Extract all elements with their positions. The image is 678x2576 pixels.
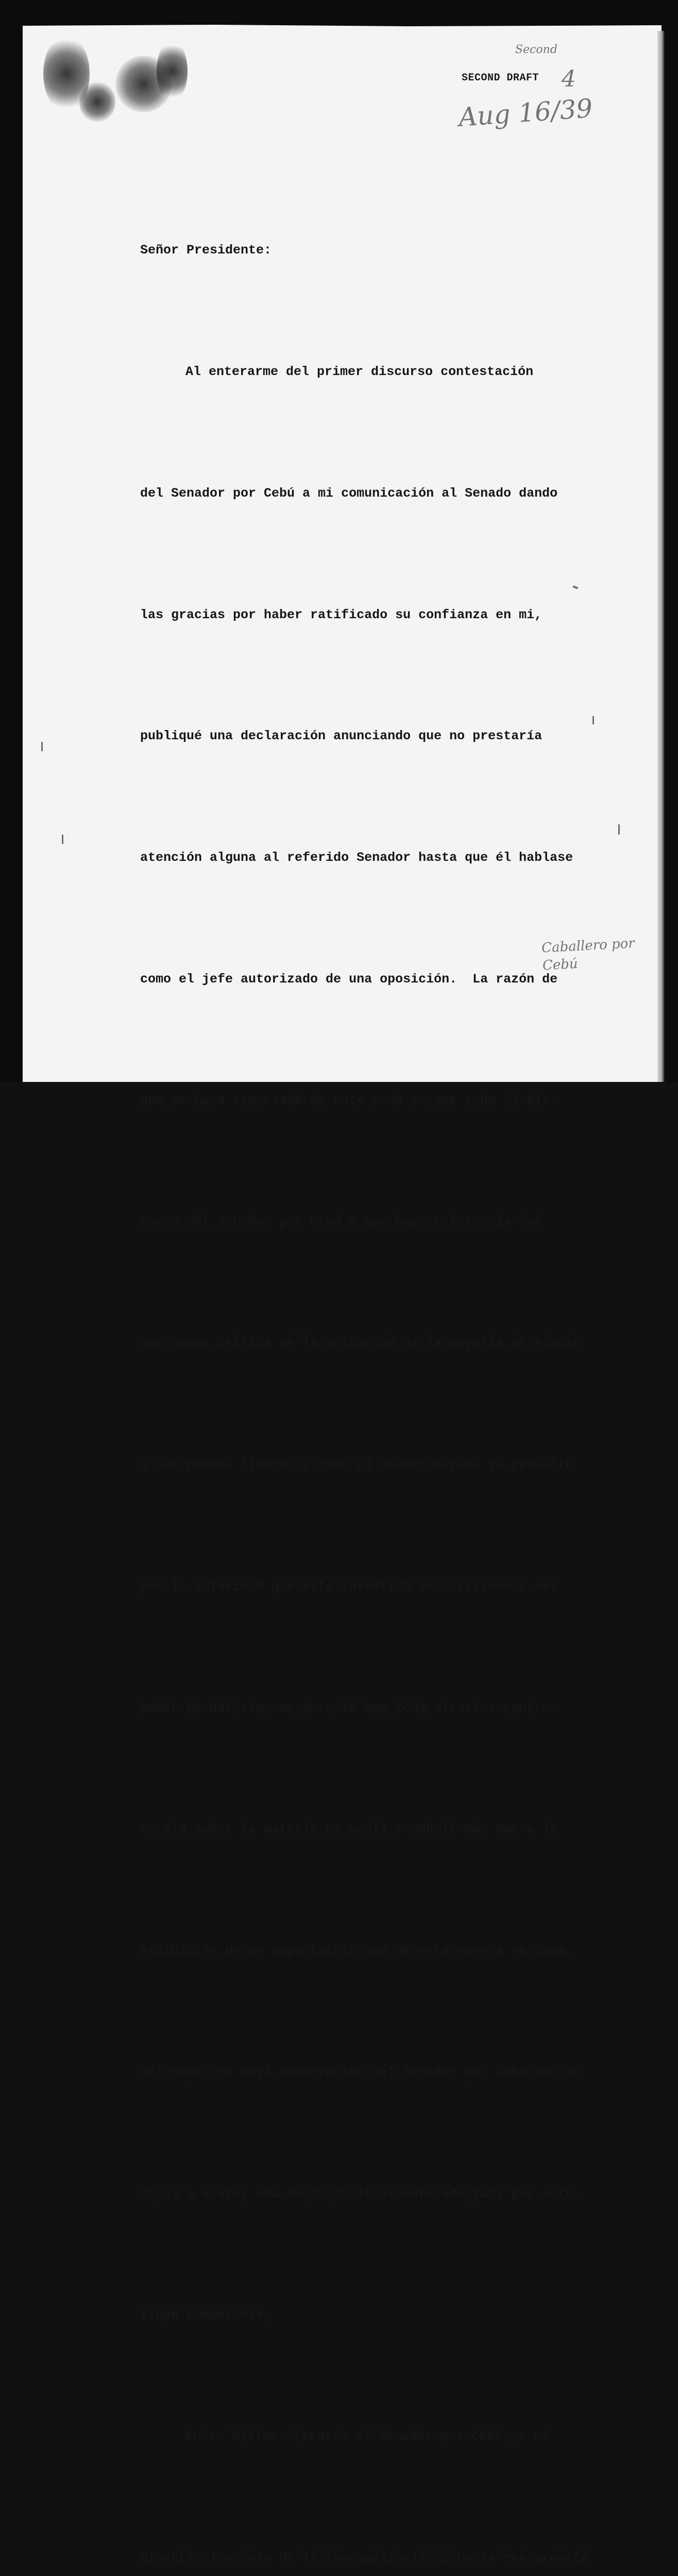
handwritten-initial: 4 [562, 66, 576, 92]
text-line: una nueva crítica de la actuación de la mayoría al elegir [140, 1336, 581, 1351]
text-line: curso del Senador por Cebú a que hago referencia fué [140, 1214, 543, 1230]
stray-mark [62, 835, 63, 844]
paper-edge [657, 31, 665, 1082]
text-line: del espíritu anti-democrático del Senador por Cebú que se [140, 2064, 581, 2080]
salutation: Señor Presidente: [140, 243, 272, 258]
letter-body [140, 149, 619, 2576]
text-line: poder de hacerlo, me pareció que toda ulterior contro- [140, 1700, 558, 1716]
text-line: Al enterarme del primer discurso contestación [185, 364, 534, 379]
handwritten-correction: Caballero por Cebú [541, 936, 635, 974]
handwritten-top-note: Second [515, 43, 557, 56]
draft-label: SECOND DRAFT [462, 72, 539, 84]
text-line: niega a acatar una decisión legalmente adoptada por auto- [140, 2186, 581, 2201]
text-line: por la autoridad que está investida exclusivamente del [140, 1579, 558, 1594]
text-line: a sus nuevos líders, y como el asunto estaba ya resuelto [140, 1458, 573, 1472]
text-line: las gracias por haber ratificado su confianza en mi, [140, 607, 543, 622]
text-line: que me haya expresado de este modo es que todo el dis- [140, 1093, 558, 1108]
text-line: del Senador por Cebú a mi comunicación al Senado dando [140, 485, 558, 501]
text-line: En su último discurso el Senador por Cebú ya no [185, 2429, 549, 2445]
text-line: publiqué una declaración anunciando que no prestaría [140, 728, 543, 744]
text-line: ridad competente. [140, 2308, 272, 2323]
handwritten-date: Aug 16/39 [457, 93, 594, 133]
text-line: discute el asunto de la reorganización y hasta nos promete [140, 2551, 589, 2566]
ink-stain [157, 40, 188, 102]
ink-stain [79, 81, 115, 123]
text-line: atención alguna al referido Senador hasta que él hablase [140, 850, 573, 866]
text-line: como el jefe autorizado de una oposición. La razón de [140, 971, 558, 987]
stray-mark [41, 742, 43, 751]
text-line: exhibición de un espectáculo que de esta manera se daba, [140, 1943, 573, 1959]
text-line: versia sobre la materia no podía conducir más que a la [140, 1822, 558, 1837]
